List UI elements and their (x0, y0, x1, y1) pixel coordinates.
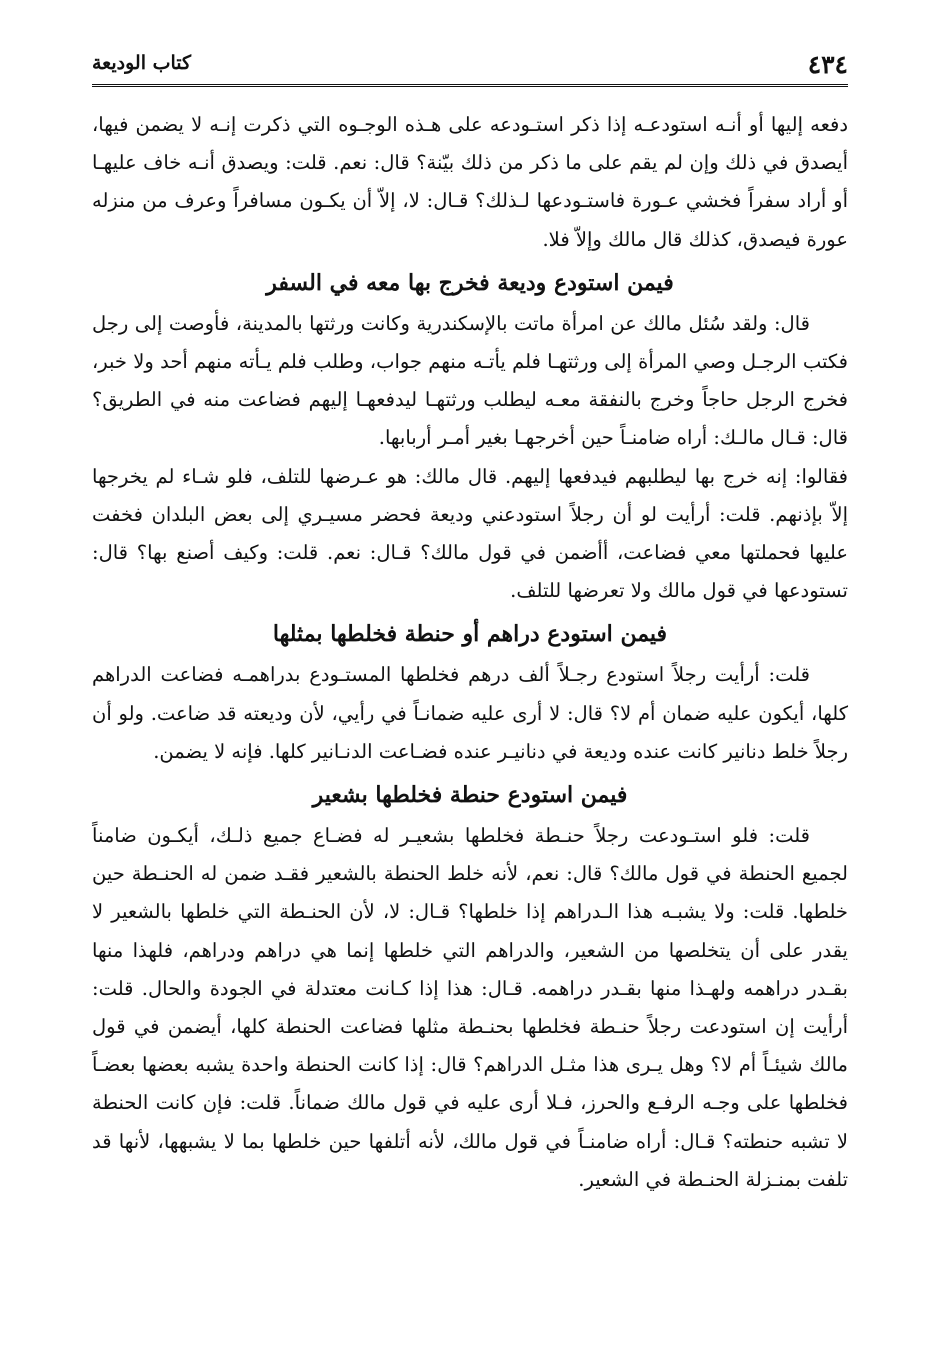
section-heading-mixing-similar: فيمن استودع دراهم أو حنطة فخلطها بمثلها (272, 621, 668, 648)
section-travel-paragraph-2: فقالوا: إنه خرج بها ليطلبهم فيدفعها إليهم. قال مالك: هو عـرضها للتلف، فلو شـاء لم يخرجها إلاّ بإذنهم. قلت: أرأيت لو أن رجلاً استودعني وديعة فحضر مسيـري إلى بعض البلدان فخفت عليها فحملتها معي فضاعت، أأضمن في قول مالك؟ قـال: نعم. قلت: وكيف أصنع بها؟ قال: تستودعها في قول مالك ولا تعرضها للتلف. (92, 464, 848, 603)
section-wheat-barley-paragraph: قلت: فلو استـودعت رجلاً حنـطة فخلطها بشعيـر له فضـاع جميع ذلـك، أيكـون ضامناً لجميع الحنطة في قول مالك؟ قال: نعم، لأنه خلط الحنطة بالشعير فقـد ضمن له الحنـطة حين خلطها. قلت: ولا يشبـه هذا الـدراهم إذا خلطها؟ قـال: لا، لأن الحنـطة التي خلطها بالشعير لا يقدر على أن يتخلصها من الشعير، والدراهم التي خلطها إنما هي دراهم ودراهم، فلهذا منها بقـدر دراهمه ولهـذا منها بقـدر دراهمه. قـال: هذا إذا كـانت معتدلة في الجودة والحال. قلت: أرأيت إن استودعت رجلاً حنـطة فخلطها بحنـطة مثلها فضاعت الحنطة كلها، أيضمن في قول مالك شيئـاً أم لا؟ وهل يـرى هذا مثـل الدراهم؟ قال: إذا كانت الحنطة واحدة يشبه بعضها بعضـاً فخلطها على وجـه الرفـع والحرز، فـلا أرى عليه في قول مالك ضماناً. قلت: فإن كانت الحنطة لا تشبه حنطته؟ قـال: أراه ضامنـاً في قول مالك، لأنه أتلفها حين خلطها بما لا يشبهها، لأنها قد تلفت بمنـزلة الحنـطة في الشعير. (92, 824, 848, 1191)
intro-paragraph: دفعه إليها أو أنـه استودعـه إذا ذكر استـودعه على هـذه الوجـوه التي ذكرت إنـه لا يضمن فيها، أيصدق في ذلك وإن لم يقم على ما ذكر من ذلك بيّنة؟ قال: نعم. قلت: ويصدق أنـه خاف عليهـا أو أراد سفراً فخشي عـورة فاستـودعها لـذلك؟ قـال: لا، إلاّ أن يكـون مسافراً وعرف من منزله عورة فيصدق، كذلك قال مالك وإلاّ فلا. (92, 113, 848, 251)
page-header (92, 44, 848, 87)
section-heading-wheat-barley: فيمن استودع حنطة فخلطها بشعير (312, 782, 628, 809)
running-title: كتاب الوديعة (92, 52, 192, 74)
page-number: ٤٣٤ (807, 50, 848, 79)
section-mixing-similar-paragraph: قلت: أرأيت رجلاً استودع رجـلاً ألف درهم فخلطها المستـودع بدراهمـه فضاعت الدراهم كلها، أيكون عليه ضمان أم لا؟ قال: لا أرى عليه ضمانـاً في رأيي، لأن وديعته قد ضاعت. ولو أن رجلاً خلط دنانير كانت عنده وديعة في دنانيـر عنده فضـاعت الدنـانير كلها. فإنه لا يضمن. (92, 663, 848, 763)
section-travel-paragraph-1: قال: ولقد سُئل مالك عن امرأة ماتت بالإسكندرية وكانت ورثتها بالمدينة، فأوصت إلى رجل فكتب الرجـل وصي المرأة إلى ورثتهـا فلم يأتـه منهم جواب، وطلب فلم يـأته منهم أحد ولا خبر، فخرج الرجل حاجاً وخرج بالنفقة معـه ليطلب ورثتهـا ليدفعهـا إليهم فضاعت منه في الطريق؟ قال: قـال مالـك: أراه ضامنـاً حين أخرجهـا بغير أمـر أربابها. (92, 311, 848, 450)
page-body (92, 106, 848, 1199)
section-heading-travel: فيمن استودع وديعة فخرج بها معه في السفر (266, 269, 674, 296)
